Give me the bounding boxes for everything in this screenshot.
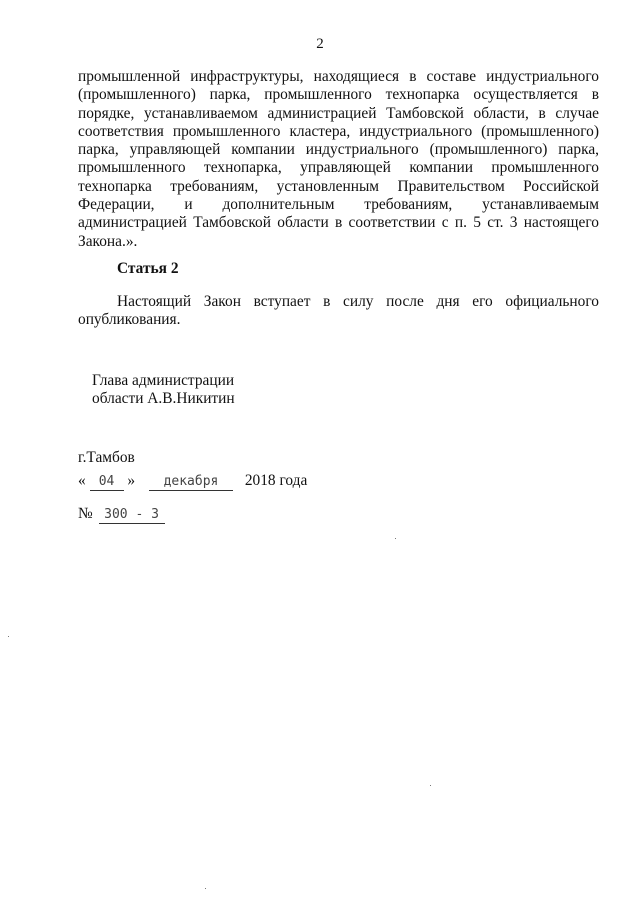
document-number	[78, 505, 165, 524]
paragraph-1-line: порядке, устанавливаемом администрацией Тамбовской области, в случае	[78, 104, 599, 122]
paragraph-1-line: технопарка требованиям, установленным Правительством Российской	[78, 177, 599, 195]
article-heading: Статья 2	[117, 260, 179, 277]
city: г.Тамбов	[78, 449, 135, 466]
number-value: 300 - З	[99, 507, 165, 524]
date-line	[78, 472, 307, 491]
paragraph-1-line: парка, управляющей компании индустриального (промышленного) парка,	[78, 141, 599, 159]
date-day: 04	[90, 474, 124, 491]
date-close-quote: »	[127, 472, 136, 489]
date-year: 2018 года	[244, 472, 308, 489]
paragraph-1-line: Закона.».	[78, 232, 138, 250]
paragraph-2-line: Настоящий Закон вступает в силу после дня его официального	[117, 293, 599, 310]
scan-speck	[395, 538, 396, 539]
paragraph-1-line: соответствия промышленного кластера, индустриального (промышленного)	[78, 122, 599, 140]
signature-title: Глава администрации	[92, 372, 235, 389]
signature-block	[92, 372, 235, 409]
paragraph-1-line: промышленной инфраструктуры, находящиеся в составе индустриального	[78, 68, 599, 85]
paragraph-1-line: (промышленного) парка, промышленного технопарка осуществляется в	[78, 86, 599, 104]
paragraph-1	[78, 68, 599, 251]
number-sign: №	[78, 505, 93, 522]
date-open-quote: «	[78, 472, 86, 489]
signature-name: области А.В.Никитин	[92, 390, 235, 408]
scan-speck	[205, 888, 206, 889]
paragraph-1-line: Федерации, и дополнительным требованиям, устанавливаемым	[78, 196, 599, 214]
paragraph-2-line: опубликования.	[78, 311, 181, 329]
page-number: 2	[316, 36, 324, 52]
paragraph-2	[78, 293, 599, 330]
scan-speck	[8, 636, 9, 637]
paragraph-1-line: администрацией Тамбовской области в соответствии с п. 5 ст. 3 настоящего	[78, 214, 599, 232]
scan-speck	[430, 785, 431, 786]
date-month: декабря	[149, 474, 233, 491]
paragraph-1-line: промышленного технопарка, управляющей компании промышленного	[78, 159, 599, 177]
